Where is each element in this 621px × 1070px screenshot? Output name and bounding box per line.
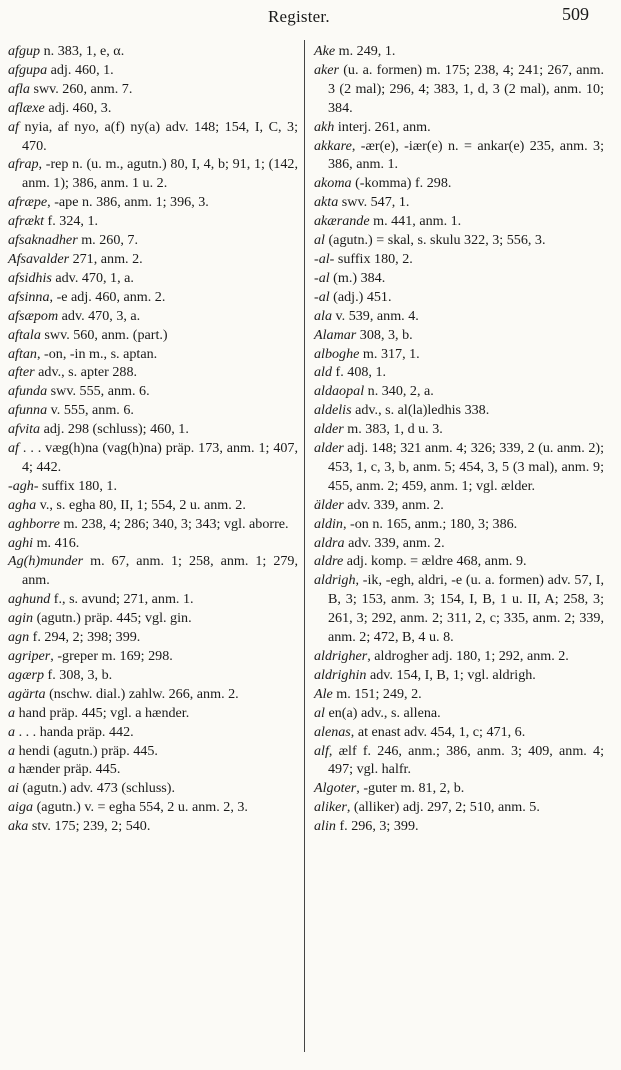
headword: aldrigh bbox=[314, 572, 356, 589]
entry-references: , -ær(e), -iær(e) n. = ankar(e) 235, anm. 3; 386, anm. 1. bbox=[328, 137, 604, 173]
entry-references: f. 308, 3, b. bbox=[44, 666, 113, 683]
index-entry bbox=[314, 288, 604, 307]
entry-references: adv. 470, 3, a. bbox=[58, 307, 141, 324]
headword: af bbox=[8, 118, 19, 135]
entry-references: 271, anm. 2. bbox=[69, 250, 143, 267]
index-entry bbox=[8, 685, 298, 704]
headword: akh bbox=[314, 118, 335, 135]
headword: aliker bbox=[314, 799, 347, 816]
headword: af bbox=[8, 440, 19, 457]
headword: aiga bbox=[8, 799, 34, 816]
entry-references: n. 340, 2, a. bbox=[364, 383, 434, 400]
entry-references: m. 441, anm. 1. bbox=[369, 213, 462, 230]
headword: aflæxe bbox=[8, 99, 45, 116]
headword: afunna bbox=[8, 402, 48, 419]
headword: akærande bbox=[314, 213, 370, 230]
headword: after bbox=[8, 364, 35, 381]
entry-references: adj. 298 (schluss); 460, 1. bbox=[40, 421, 189, 438]
headword: ai bbox=[8, 780, 19, 797]
headword: -agh- bbox=[8, 477, 39, 494]
index-entry bbox=[8, 496, 298, 515]
index-entry bbox=[8, 647, 298, 666]
headword: a bbox=[8, 704, 16, 721]
index-entry bbox=[314, 685, 604, 704]
headword: aldin bbox=[314, 515, 343, 532]
index-entry bbox=[314, 798, 604, 817]
entry-references: interj. 261, anm. bbox=[334, 118, 431, 135]
entry-references: , -on, -in m., s. aptan. bbox=[36, 345, 158, 362]
headword: agriper bbox=[8, 648, 51, 664]
headword: ald bbox=[314, 364, 333, 381]
entry-references: , -rep n. (u. m., agutn.) 80, I, 4, b; 91, 1; (142, anm. 1); 386, anm. 1 u. 2. bbox=[22, 156, 298, 192]
headword: agha bbox=[8, 496, 37, 513]
index-entry bbox=[314, 307, 604, 326]
index-entry bbox=[314, 231, 604, 250]
headword: afræpe bbox=[8, 194, 48, 211]
index-entry bbox=[8, 515, 298, 534]
entry-references: adj. 460, 1. bbox=[47, 61, 114, 78]
entry-references: m. 67, anm. 1; 258, anm. 1; 279, anm. bbox=[22, 553, 298, 589]
index-entry bbox=[8, 118, 298, 156]
entry-references: adv. 154, I, B, 1; vgl. aldrigh. bbox=[366, 666, 536, 683]
index-entry bbox=[314, 269, 604, 288]
index-entry bbox=[314, 118, 604, 137]
entry-references: , aldrogher adj. 180, 1; 292, anm. 2. bbox=[367, 648, 569, 664]
index-entry bbox=[8, 155, 298, 193]
headword: agärta bbox=[8, 685, 46, 702]
right-column bbox=[314, 42, 604, 836]
index-entry bbox=[8, 798, 298, 817]
headword: afgupa bbox=[8, 61, 48, 78]
entry-references: swv. 555, anm. 6. bbox=[47, 383, 150, 400]
entry-references: hendi (agutn.) präp. 445. bbox=[15, 742, 158, 759]
headword: Algoter bbox=[314, 780, 357, 797]
entry-references: adj. 460, 3. bbox=[44, 99, 112, 116]
entry-references: swv. 260, anm. 7. bbox=[29, 80, 133, 97]
entry-references: m. 151; 249, 2. bbox=[332, 685, 422, 702]
headword: aghund bbox=[8, 591, 51, 608]
headword: alf bbox=[314, 742, 329, 759]
headword: aldrighin bbox=[314, 666, 367, 683]
entry-references: (adj.) 451. bbox=[329, 288, 392, 305]
headword: aker bbox=[314, 61, 340, 78]
headword: afsaknadher bbox=[8, 232, 78, 249]
index-entry bbox=[314, 382, 604, 401]
index-entry bbox=[314, 779, 604, 798]
entry-references: v. 555, anm. 6. bbox=[47, 402, 134, 419]
index-entry bbox=[8, 99, 298, 118]
entry-references: v., s. egha 80, II, 1; 554, 2 u. anm. 2. bbox=[36, 496, 246, 513]
entry-references: (-komma) f. 298. bbox=[351, 175, 452, 192]
entry-references: , -greper m. 169; 298. bbox=[50, 648, 173, 664]
entry-references: , ælf f. 246, anm.; 386, anm. 3; 409, anm. 4; 497; vgl. halfr. bbox=[328, 742, 604, 778]
entry-references: v. 539, anm. 4. bbox=[332, 307, 419, 324]
entry-references: f. 294, 2; 398; 399. bbox=[29, 629, 141, 646]
headword: akta bbox=[314, 194, 339, 211]
headword: afsæpom bbox=[8, 307, 59, 324]
entry-references: m. 317, 1. bbox=[359, 345, 420, 362]
entry-references: m. 416. bbox=[33, 534, 80, 551]
entry-references: en(a) adv., s. allena. bbox=[324, 704, 441, 721]
entry-references: m. 238, 4; 286; 340, 3; 343; vgl. aborre. bbox=[59, 515, 289, 532]
index-entry bbox=[314, 420, 604, 439]
entry-references: stv. 175; 239, 2; 540. bbox=[28, 818, 151, 835]
entry-references: f. 296, 3; 399. bbox=[335, 818, 419, 835]
index-entry bbox=[314, 401, 604, 420]
headword: afla bbox=[8, 80, 30, 97]
entry-references: hænder präp. 445. bbox=[15, 761, 121, 778]
entry-references: . . . handa präp. 442. bbox=[15, 723, 134, 740]
headword: afrækt bbox=[8, 213, 45, 230]
headword: -al- bbox=[314, 250, 335, 267]
entry-references: , at enast adv. 454, 1, c; 471, 6. bbox=[350, 723, 526, 740]
index-entry bbox=[314, 174, 604, 193]
index-entry bbox=[8, 666, 298, 685]
headword: afunda bbox=[8, 383, 48, 400]
index-entry bbox=[8, 80, 298, 99]
headword: Ake bbox=[314, 43, 336, 59]
entry-references: f. 324, 1. bbox=[44, 213, 99, 230]
index-entry bbox=[8, 363, 298, 382]
headword: aldaopal bbox=[314, 383, 365, 400]
entry-references: (agutn.) v. = egha 554, 2 u. anm. 2, 3. bbox=[33, 799, 248, 816]
entry-references: adv. 339, anm. 2. bbox=[344, 534, 445, 551]
index-entry bbox=[8, 193, 298, 212]
index-entry bbox=[8, 288, 298, 307]
index-entry bbox=[314, 212, 604, 231]
headword: afsidhis bbox=[8, 269, 52, 286]
entry-references: . . . væg(h)na (vag(h)na) präp. 173, anm. 1; 407, 4; 442. bbox=[18, 440, 298, 475]
index-entry bbox=[314, 345, 604, 364]
headword: afsinna bbox=[8, 288, 50, 305]
index-entry bbox=[8, 231, 298, 250]
index-entry bbox=[314, 193, 604, 212]
entry-references: , -e adj. 460, anm. 2. bbox=[49, 288, 166, 305]
index-entry bbox=[8, 250, 298, 269]
headword: a bbox=[8, 742, 16, 759]
index-entry bbox=[8, 704, 298, 723]
index-entry bbox=[314, 817, 604, 836]
entry-references: adv., s. al(la)ledhis 338. bbox=[351, 402, 490, 419]
index-entry bbox=[314, 704, 604, 723]
headword: akoma bbox=[314, 175, 352, 192]
headword: aftala bbox=[8, 326, 41, 343]
index-entry bbox=[8, 345, 298, 364]
index-entry bbox=[8, 269, 298, 288]
index-entry bbox=[8, 760, 298, 779]
headword: alboghe bbox=[314, 345, 360, 362]
index-entry bbox=[8, 590, 298, 609]
entry-references: 308, 3, b. bbox=[356, 326, 413, 343]
entry-references: f., s. avund; 271, anm. 1. bbox=[50, 591, 194, 608]
headword: aldelis bbox=[314, 402, 352, 419]
headword: aldre bbox=[314, 553, 344, 570]
headword: alenas bbox=[314, 723, 351, 740]
entry-references: , -on n. 165, anm.; 180, 3; 386. bbox=[342, 515, 518, 532]
headword: -al bbox=[314, 269, 330, 286]
page-title: Register. bbox=[268, 7, 330, 26]
headword: Afsavalder bbox=[8, 250, 70, 267]
page-header bbox=[0, 4, 621, 30]
headword: Ale bbox=[314, 685, 333, 702]
index-entry bbox=[8, 382, 298, 401]
entry-references: m. 249, 1. bbox=[335, 43, 396, 59]
entry-references: nyia, af nyo, a(f) ny(a) adv. 148; 154, I, C, 3; 470. bbox=[18, 118, 298, 154]
headword: a bbox=[8, 761, 16, 778]
headword: aka bbox=[8, 818, 29, 835]
index-entry bbox=[314, 515, 604, 534]
index-entry bbox=[8, 552, 298, 590]
headword: aldra bbox=[314, 534, 345, 551]
index-entry bbox=[8, 609, 298, 628]
index-entry bbox=[314, 742, 604, 780]
index-entry bbox=[8, 212, 298, 231]
index-entry bbox=[314, 534, 604, 553]
index-entry bbox=[8, 779, 298, 798]
index-entry bbox=[314, 326, 604, 345]
index-entry bbox=[8, 628, 298, 647]
headword: Alamar bbox=[314, 326, 357, 343]
index-entry bbox=[314, 42, 604, 61]
index-entry bbox=[8, 307, 298, 326]
entry-references: (agutn.) präp. 445; vgl. gin. bbox=[33, 610, 192, 627]
entry-references: , (alliker) adj. 297, 2; 510, anm. 5. bbox=[346, 799, 540, 816]
headword: aghi bbox=[8, 534, 34, 551]
index-entry bbox=[314, 571, 604, 647]
left-column bbox=[8, 42, 298, 836]
headword: a bbox=[8, 723, 16, 740]
headword: al bbox=[314, 704, 325, 721]
index-entry bbox=[8, 61, 298, 80]
headword: ala bbox=[314, 307, 333, 324]
entry-references: , -guter m. 81, 2, b. bbox=[356, 780, 465, 797]
headword: afrap bbox=[8, 156, 39, 173]
entry-references: (m.) 384. bbox=[329, 269, 386, 286]
index-entry bbox=[8, 420, 298, 439]
entry-references: , -ape n. 386, anm. 1; 396, 3. bbox=[47, 194, 209, 211]
entry-references: suffix 180, 2. bbox=[334, 250, 413, 267]
entry-references: swv. 560, anm. (part.) bbox=[40, 326, 168, 343]
headword: -al bbox=[314, 288, 330, 305]
index-entry bbox=[314, 250, 604, 269]
headword: al bbox=[314, 232, 325, 249]
entry-references: m. 260, 7. bbox=[77, 232, 138, 249]
headword: akkare bbox=[314, 137, 352, 154]
headword: afvita bbox=[8, 421, 41, 438]
headword: aftan bbox=[8, 345, 37, 362]
entry-references: suffix 180, 1. bbox=[38, 477, 117, 494]
index-entry bbox=[8, 401, 298, 420]
headword: afgup bbox=[8, 43, 41, 59]
index-entry bbox=[8, 817, 298, 836]
index-entry bbox=[314, 647, 604, 666]
entry-references: adj. komp. = ældre 468, anm. 9. bbox=[343, 553, 527, 570]
index-entry bbox=[8, 723, 298, 742]
index-entry bbox=[8, 42, 298, 61]
index-entry bbox=[314, 363, 604, 382]
headword: älder bbox=[314, 496, 344, 513]
entry-references: f. 408, 1. bbox=[332, 364, 387, 381]
entry-references: (agutn.) = skal, s. skulu 322, 3; 556, 3. bbox=[324, 232, 546, 249]
index-entry bbox=[8, 477, 298, 496]
index-entry bbox=[314, 552, 604, 571]
entry-references: adv. 339, anm. 2. bbox=[343, 496, 444, 513]
entry-references: , -ik, -egh, aldri, -e (u. a. formen) adv. 57, I, B, 3; 153, anm. 3; 154, I, B, 1 u. II, A; 258, 3; 261, 3; 292, anm. 2; 311, 2, c; 335, anm. 2; 339, anm. 2; 472, B, 4 u. 8. bbox=[328, 572, 604, 646]
entry-references: (nschw. dial.) zahlw. 266, anm. 2. bbox=[45, 685, 239, 702]
index-entry bbox=[8, 534, 298, 553]
headword: Ag(h)munder bbox=[8, 553, 84, 570]
headword: agn bbox=[8, 629, 30, 646]
headword: alder bbox=[314, 421, 344, 438]
index-entry bbox=[314, 496, 604, 515]
entry-references: n. 383, 1, e, α. bbox=[40, 43, 125, 59]
index-entry bbox=[314, 137, 604, 175]
headword: aldrigher bbox=[314, 648, 368, 664]
index-entry bbox=[8, 326, 298, 345]
page-number: 509 bbox=[562, 4, 589, 24]
index-entry bbox=[314, 61, 604, 118]
headword: agin bbox=[8, 610, 34, 627]
entry-references: m. 383, 1, d u. 3. bbox=[343, 421, 443, 438]
column-divider bbox=[304, 40, 305, 1052]
index-entry bbox=[314, 723, 604, 742]
headword: aghborre bbox=[8, 515, 60, 532]
entry-references: adv. 470, 1, a. bbox=[51, 269, 134, 286]
entry-references: adv., s. apter 288. bbox=[34, 364, 138, 381]
index-entry bbox=[314, 439, 604, 496]
index-entry bbox=[314, 666, 604, 685]
headword: alder bbox=[314, 440, 344, 457]
entry-references: (u. a. formen) m. 175; 238, 4; 241; 267, anm. 3 (2 mal); 296, 4; 383, 1, d, 3 (2 mal), anm. 10; 384. bbox=[328, 61, 604, 116]
index-entry bbox=[8, 742, 298, 761]
headword: agærp bbox=[8, 666, 45, 683]
headword: alin bbox=[314, 818, 336, 835]
entry-references: swv. 547, 1. bbox=[338, 194, 410, 211]
index-entry bbox=[8, 439, 298, 477]
entry-references: adj. 148; 321 anm. 4; 326; 339, 2 (u. anm. 2); 453, 1, c, 3, b, anm. 5; 454, 3, 5 (3 mal), anm. 9; 455, anm. 2; 459, anm. 1; vgl. ælder. bbox=[328, 440, 604, 494]
entry-references: (agutn.) adv. 473 (schluss). bbox=[18, 780, 176, 797]
entry-references: hand präp. 445; vgl. a hænder. bbox=[15, 704, 190, 721]
